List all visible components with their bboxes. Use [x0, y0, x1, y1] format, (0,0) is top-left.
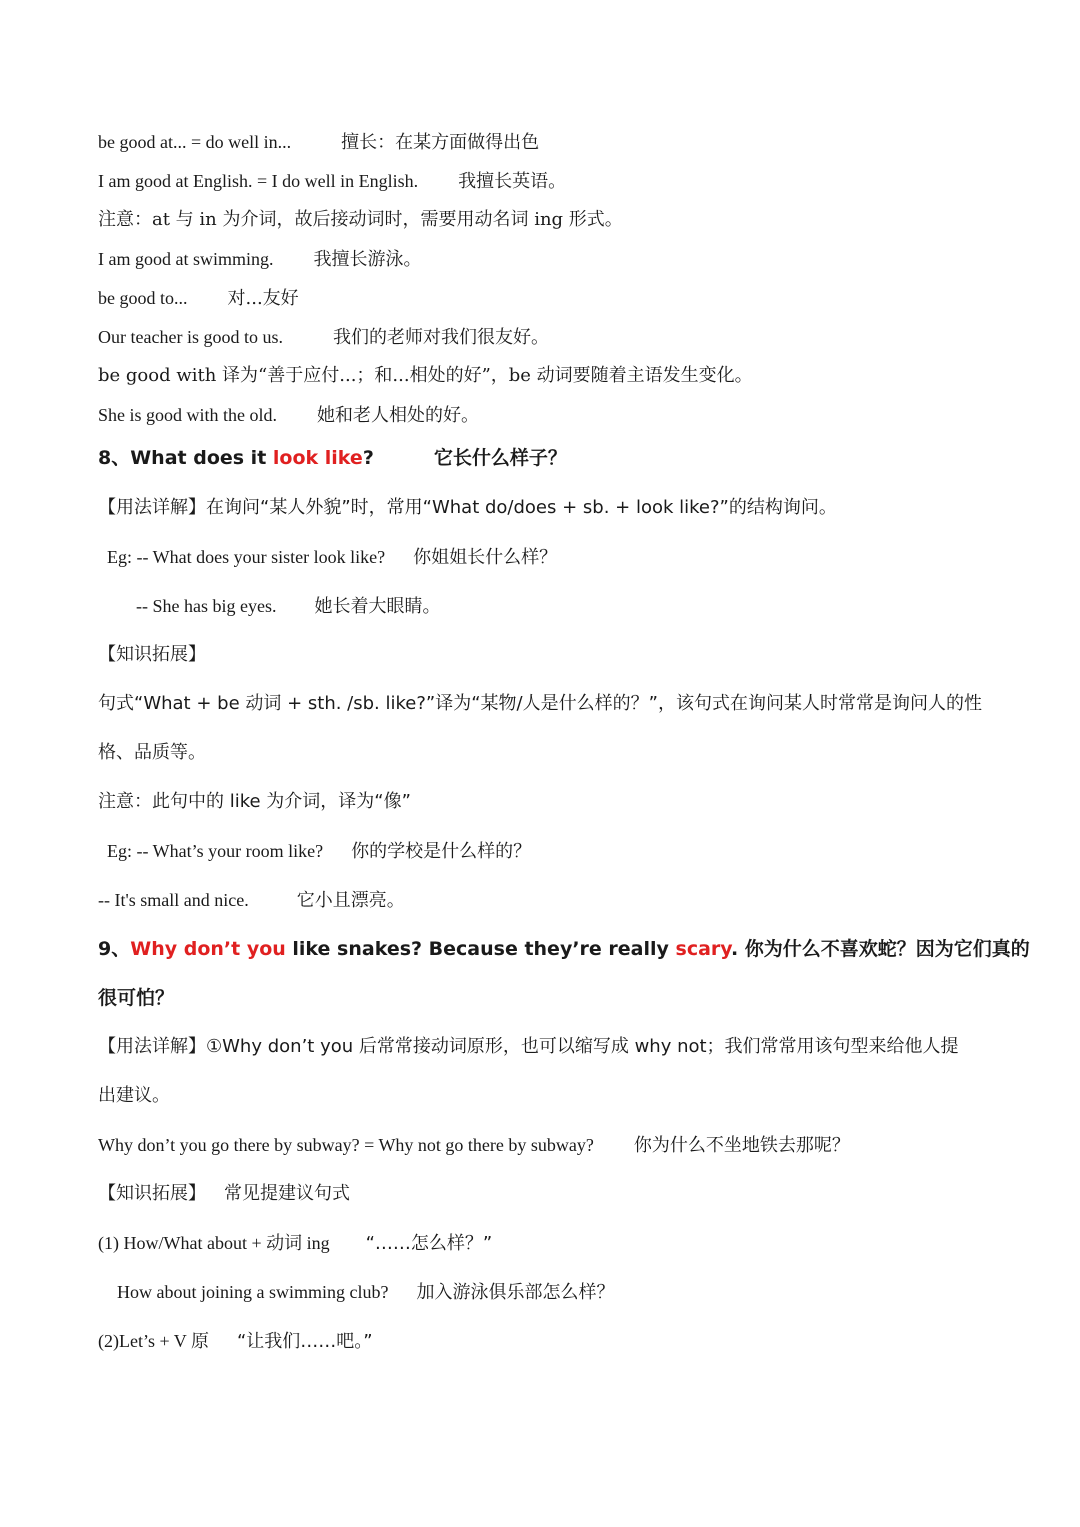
phrase-line-1 — [98, 130, 539, 155]
example-cn: 我擅长游泳。 — [313, 249, 422, 270]
phrase-cn: 对...友好 — [227, 288, 299, 309]
heading-highlight: Why don’t you — [130, 938, 286, 960]
pattern-cn: “……怎么样？” — [365, 1233, 493, 1254]
pattern-en: (2)Let’s + V 原 — [98, 1331, 209, 1351]
example-cn: 加入游泳俱乐部怎么样？ — [416, 1282, 615, 1303]
heading-text: like snakes? Because they’re really — [285, 938, 676, 960]
phrase-cn: 擅长：在某方面做得出色 — [341, 132, 540, 153]
example-line — [107, 839, 531, 864]
example-cn: 你为什么不坐地铁去那呢？ — [633, 1135, 850, 1156]
extension-line-2: 格、品质等。 — [98, 742, 206, 763]
knowledge-extension — [98, 1182, 350, 1206]
section-9-heading — [98, 937, 1030, 961]
heading-text: 8、What does it — [98, 447, 273, 469]
example-en: She is good with the old. — [98, 405, 277, 425]
example-cn: 她长着大眼睛。 — [314, 596, 441, 617]
example-line — [98, 888, 405, 913]
example-en: I am good at English. = I do well in English. — [98, 171, 419, 191]
example-cn: 我们的老师对我们很友好。 — [332, 327, 549, 348]
example-line-1 — [98, 169, 566, 194]
example-cn: 它小且漂亮。 — [296, 890, 405, 911]
knowledge-extension-title: 【知识拓展】 — [98, 1183, 206, 1204]
example-en: -- She has big eyes. — [136, 596, 277, 616]
knowledge-extension-title: 【知识拓展】 — [98, 644, 206, 665]
extension-line-1: 句式“What + be 动词 + sth. /sb. like?”译为“某物/人是什么样的？”，该句式在询问某人时常常是询问人的性 — [98, 693, 982, 714]
section-8-heading — [98, 446, 567, 470]
example-line-2 — [98, 247, 421, 272]
example-cn: 你的学校是什么样的？ — [351, 841, 532, 862]
example-line-3 — [98, 325, 549, 350]
example-en: Eg: -- What’s your room like? — [107, 841, 324, 861]
knowledge-extension-subtitle: 常见提建议句式 — [224, 1183, 350, 1204]
example-en: How about joining a swimming club? — [117, 1282, 389, 1302]
note-line: 注意：at 与 in 为介词，故后接动词时，需要用动名词 ing 形式。 — [98, 209, 623, 230]
example-en: I am good at swimming. — [98, 249, 274, 269]
example-line — [136, 594, 440, 619]
example-line — [98, 1133, 850, 1158]
heading-text: . 你为什么不喜欢蛇？因为它们真的 — [730, 938, 1030, 960]
example-line — [107, 545, 557, 570]
heading-highlight: look like — [272, 447, 363, 469]
phrase-en: be good to... — [98, 288, 188, 308]
example-en: Our teacher is good to us. — [98, 327, 283, 347]
heading-highlight: scary — [675, 938, 731, 960]
pattern-en: (1) How/What about + 动词 ing — [98, 1233, 330, 1253]
note-line: 注意：此句中的 like 为介词，译为“像” — [98, 791, 411, 812]
example-cn: 你姐姐长什么样？ — [413, 547, 558, 568]
pattern-line-2 — [98, 1329, 373, 1354]
example-line-4 — [98, 403, 479, 428]
example-cn: 我擅长英语。 — [458, 171, 567, 192]
example-cn: 她和老人相处的好。 — [317, 405, 479, 426]
usage-line: 【用法详解】在询问“某人外貌”时，常用“What do/does + sb. + look like?”的结构询问。 — [98, 497, 837, 518]
phrase-line-3: be good with 译为“善于应付...；和...相处的好”，be 动词要随着主语发生变化。 — [98, 365, 753, 386]
heading-number: 9、 — [98, 938, 131, 960]
usage-line-1: 【用法详解】①Why don’t you 后常常接动词原形，也可以缩写成 why not；我们常常用该句型来给他人提 — [98, 1036, 959, 1057]
heading-cn: 它长什么样子？ — [433, 447, 567, 469]
phrase-line-2 — [98, 286, 299, 311]
pattern-cn: “让我们……吧。” — [236, 1331, 373, 1352]
usage-line-2: 出建议。 — [98, 1085, 170, 1106]
example-en: -- It's small and nice. — [98, 890, 249, 910]
pattern-example — [117, 1280, 614, 1305]
heading-question-mark: ? — [362, 447, 374, 469]
pattern-line-1 — [98, 1231, 492, 1256]
example-en: Why don’t you go there by subway? = Why not go there by subway? — [98, 1135, 594, 1155]
section-9-heading-cont: 很可怕？ — [98, 987, 175, 1009]
phrase-en: be good at... = do well in... — [98, 132, 292, 152]
example-en: Eg: -- What does your sister look like? — [107, 547, 386, 567]
